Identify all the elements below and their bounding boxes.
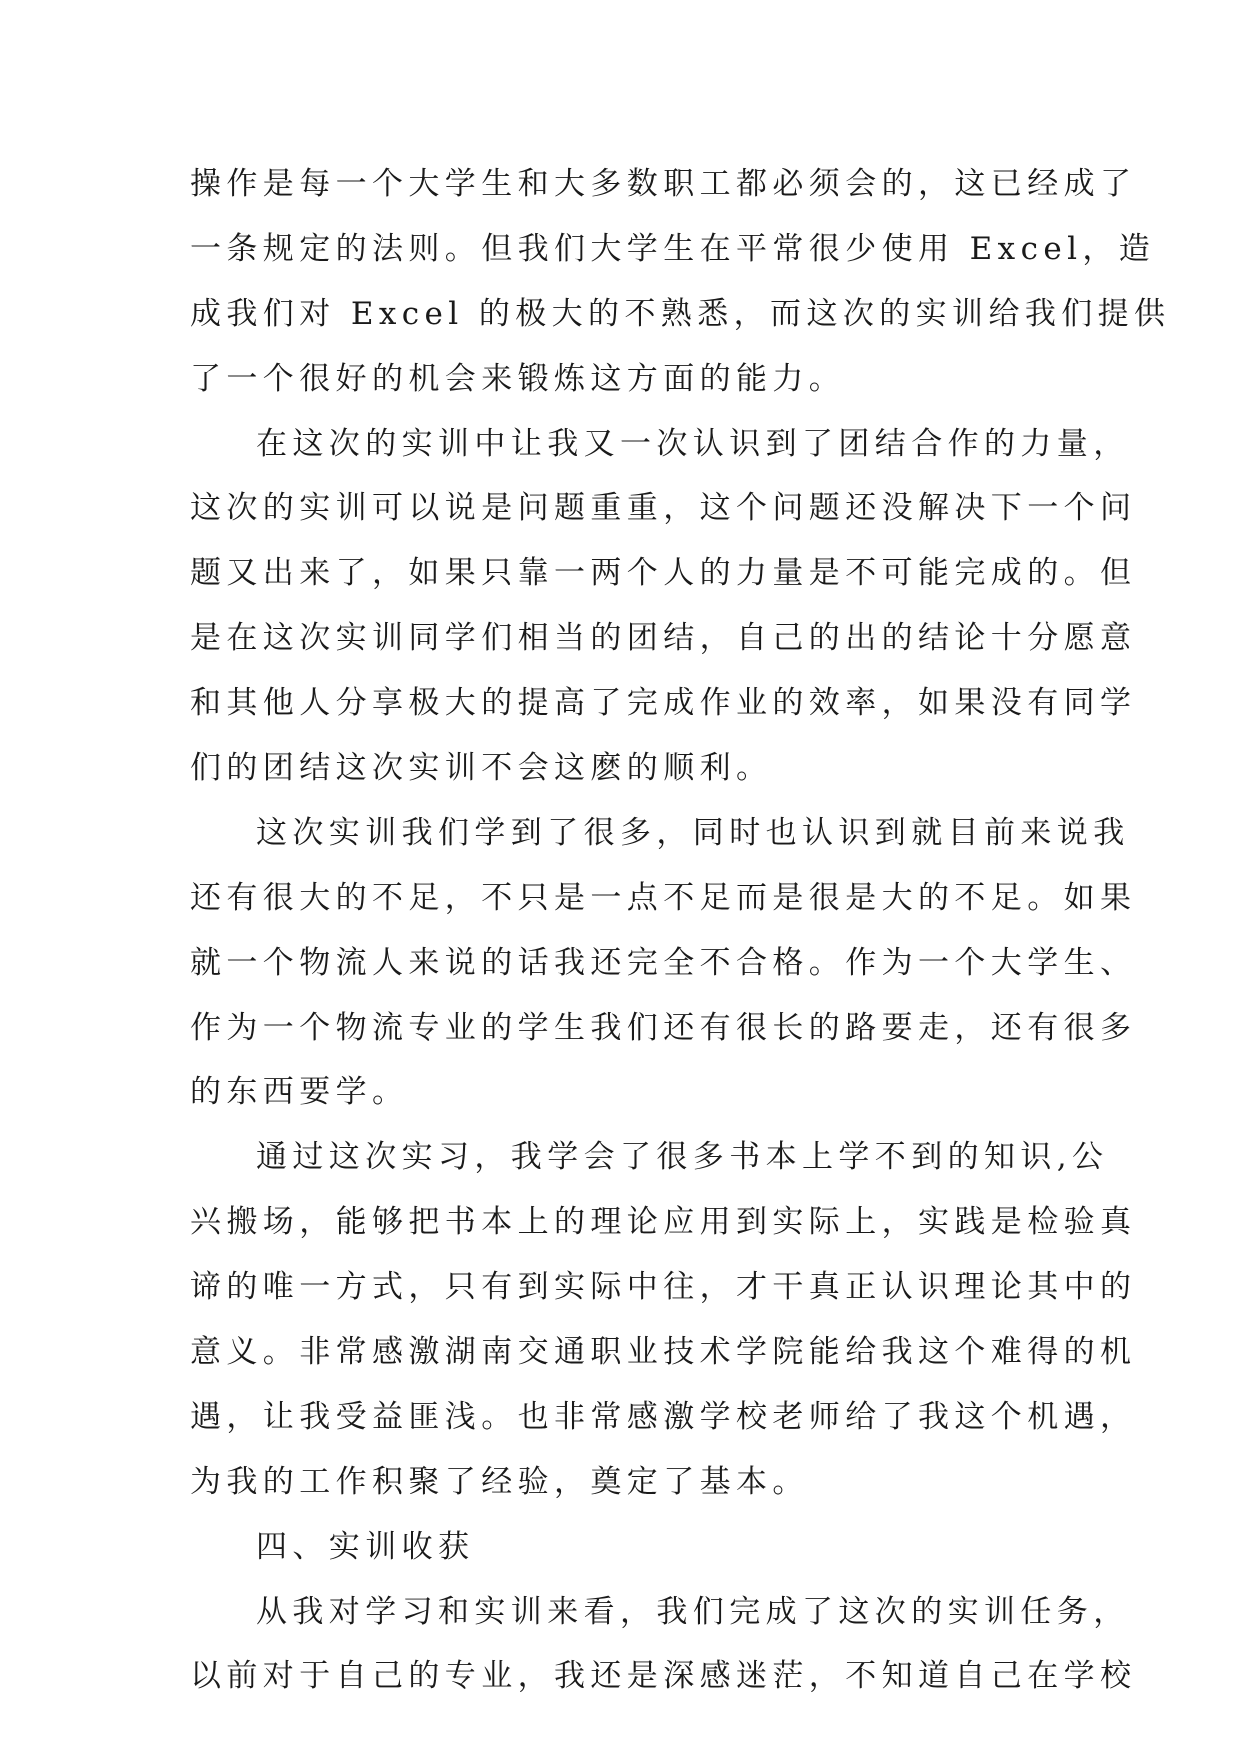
text-line: 从我对学习和实训来看，我们完成了这次的实训任务， bbox=[256, 1593, 1130, 1630]
text-line: 作为一个物流专业的学生我们还有很长的路要走，还有很多 bbox=[190, 1009, 1137, 1046]
text-line: 就一个物流人来说的话我还完全不合格。作为一个大学生、 bbox=[190, 944, 1137, 981]
document-body bbox=[190, 152, 1171, 1709]
text-line: 和其他人分享极大的提高了完成作业的效率，如果没有同学 bbox=[190, 685, 1137, 722]
text-line: 谛的唯一方式，只有到实际中往，才干真正认识理论其中的 bbox=[190, 1269, 1137, 1306]
text-line: 这次实训我们学到了很多，同时也认识到就目前来说我 bbox=[256, 814, 1130, 851]
text-line: 通过这次实习，我学会了很多书本上学不到的知识,公 bbox=[256, 1139, 1109, 1176]
text-line: 兴搬场，能够把书本上的理论应用到实际上，实践是检验真 bbox=[190, 1204, 1137, 1241]
text-line: 了一个很好的机会来锻炼这方面的能力。 bbox=[190, 360, 846, 397]
text-line: 遇，让我受益匪浅。也非常感激学校老师给了我这个机遇， bbox=[190, 1398, 1137, 1435]
text-line: 以前对于自己的专业，我还是深感迷茫，不知道自己在学校 bbox=[190, 1658, 1137, 1695]
text-line: 一条规定的法则。但我们大学生在平常很少使用 Excel，造 bbox=[190, 230, 1156, 267]
text-line: 四、实训收获 bbox=[256, 1528, 475, 1565]
text-line: 是在这次实训同学们相当的团结，自己的出的结论十分愿意 bbox=[190, 620, 1137, 657]
text-line: 意义。非常感激湖南交通职业技术学院能给我这个难得的机 bbox=[190, 1334, 1137, 1371]
text-line: 成我们对 Excel 的极大的不熟悉，而这次的实训给我们提供 bbox=[190, 295, 1171, 332]
text-line: 题又出来了，如果只靠一两个人的力量是不可能完成的。但 bbox=[190, 555, 1137, 592]
text-line: 在这次的实训中让我又一次认识到了团结合作的力量， bbox=[256, 425, 1130, 462]
text-line: 为我的工作积聚了经验，奠定了基本。 bbox=[190, 1463, 809, 1500]
text-line: 还有很大的不足，不只是一点不足而是很是大的不足。如果 bbox=[190, 879, 1137, 916]
text-line: 这次的实训可以说是问题重重，这个问题还没解决下一个问 bbox=[190, 490, 1137, 527]
text-line: 的东西要学。 bbox=[190, 1074, 409, 1111]
text-line: 操作是每一个大学生和大多数职工都必须会的，这已经成了 bbox=[190, 166, 1137, 202]
text-line: 们的团结这次实训不会这麽的顺利。 bbox=[190, 750, 773, 787]
